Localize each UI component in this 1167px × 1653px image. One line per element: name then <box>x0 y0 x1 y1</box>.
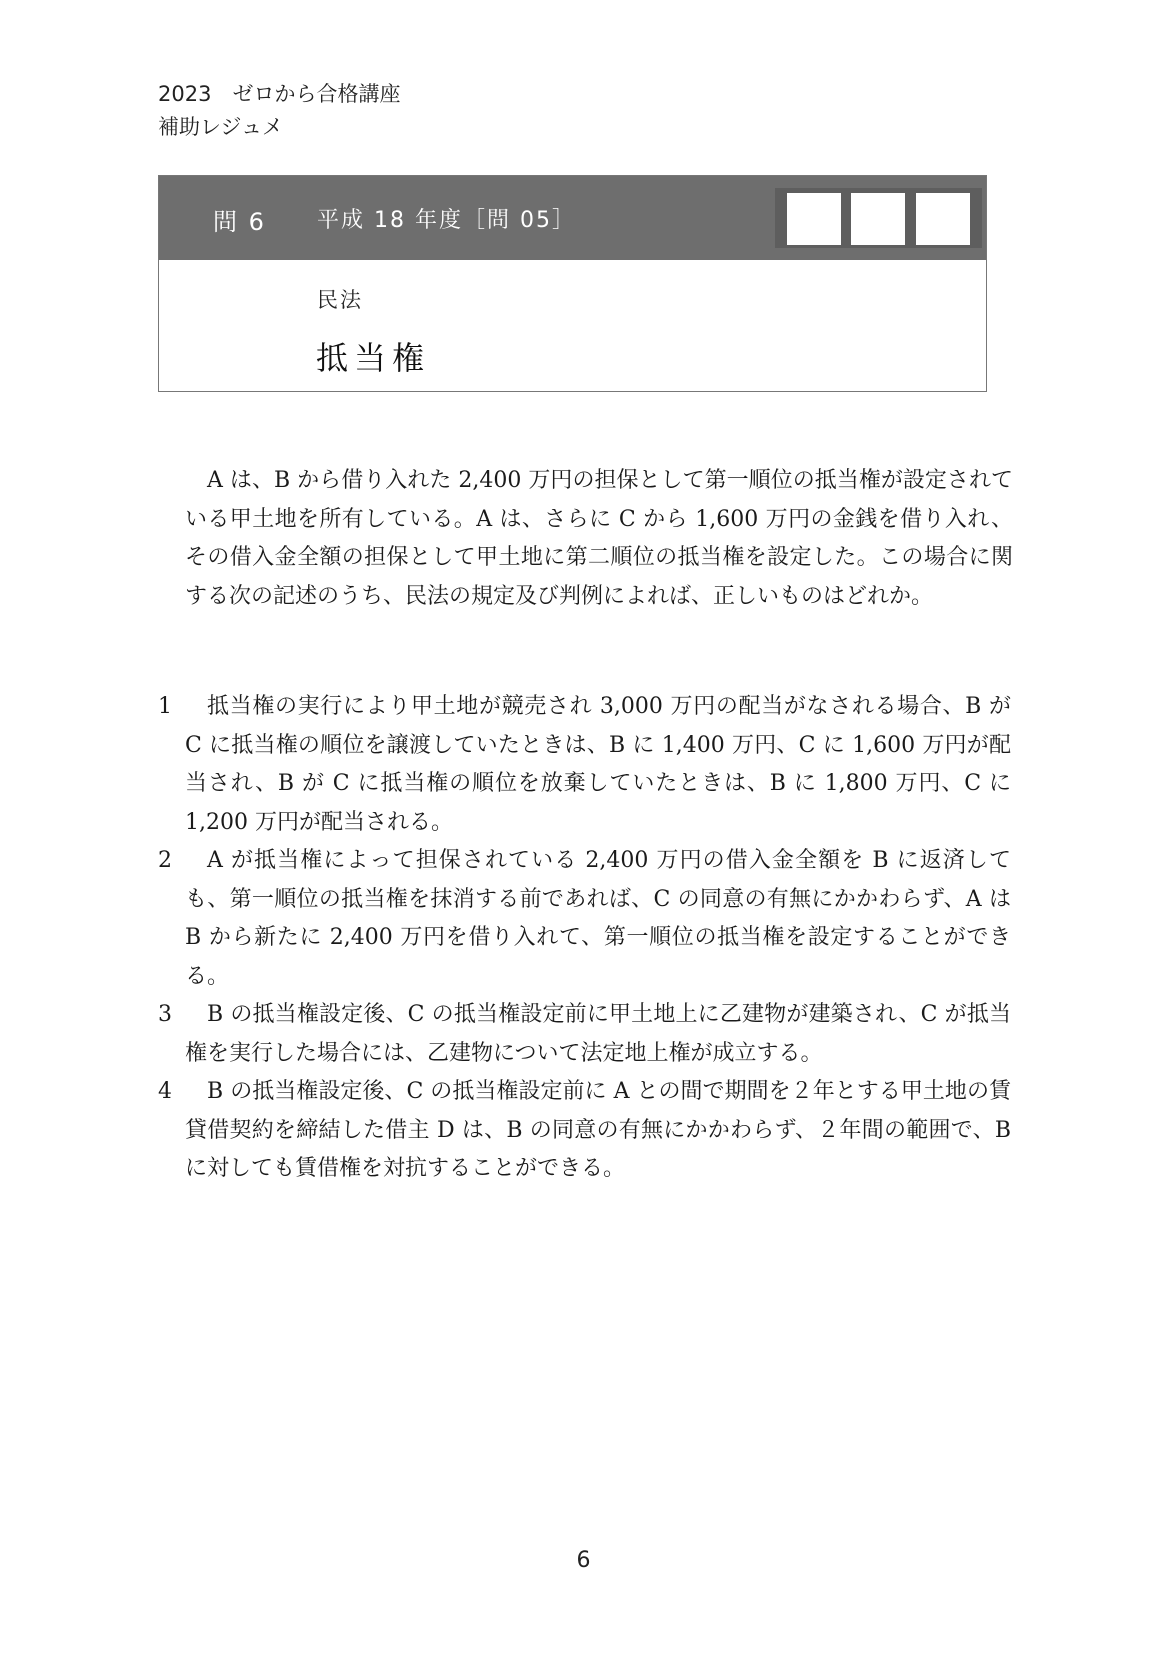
option-number: 2 <box>158 848 172 873</box>
option-text: B の抵当権設定後、C の抵当権設定前に A との間で期間を２年とする甲土地の賃貸借契約を締結した借主 D は、B の同意の有無にかかわらず、２年間の範囲で、B に対しても賃借権を対抗することができる。 <box>185 1079 1011 1181</box>
option-item <box>158 842 1011 996</box>
option-number: 4 <box>158 1079 172 1104</box>
material-label: 補助レジュメ <box>158 115 284 139</box>
answer-options <box>158 688 1011 1189</box>
option-text: 抵当権の実行により甲土地が競売され 3,000 万円の配当がなされる場合、B が C に抵当権の順位を譲渡していたときは、B に 1,400 万円、C に 1,600 万円が配当され、B が C に抵当権の順位を放棄していたときは、B に 1,800 万円、C に 1,200 万円が配当される。 <box>185 694 1011 835</box>
option-item <box>158 996 1011 1073</box>
check-box-1[interactable] <box>787 193 841 245</box>
option-item <box>158 1073 1011 1189</box>
subject-label: 民法 <box>317 288 363 312</box>
check-box-group <box>775 188 982 248</box>
page-header <box>158 78 400 144</box>
check-box-2[interactable] <box>851 193 905 245</box>
question-number: 問 6 <box>213 208 266 236</box>
check-box-3[interactable] <box>916 193 970 245</box>
question-header-bar <box>159 176 986 260</box>
page-number: 6 <box>576 1548 591 1573</box>
topic-title: 抵当権 <box>316 339 431 377</box>
option-text: A が抵当権によって担保されている 2,400 万円の借入金全額を B に返済しても、第一順位の抵当権を抹消する前であれば、C の同意の有無にかかわらず、A は B から新たに 2,400 万円を借り入れて、第一順位の抵当権を設定することができる。 <box>185 848 1011 989</box>
option-item <box>158 688 1011 842</box>
option-number: 1 <box>158 694 172 719</box>
option-number: 3 <box>158 1002 172 1027</box>
course-title: 2023 ゼロから合格講座 <box>158 82 401 106</box>
option-text: B の抵当権設定後、C の抵当権設定前に甲土地上に乙建物が建築され、C が抵当権を実行した場合には、乙建物について法定地上権が成立する。 <box>185 1002 1011 1066</box>
question-stem: A は、B から借り入れた 2,400 万円の担保として第一順位の抵当権が設定されている甲土地を所有している。A は、さらに C から 1,600 万円の金銭を借り入れ、その借入金全額の担保として甲土地に第二順位の抵当権を設定した。この場合に関する次の記述のうち、民法の規定及び判例によれば、正しいものはどれか。 <box>185 468 1013 609</box>
question-source: 平成 18 年度［問 05］ <box>317 208 576 233</box>
question-box <box>158 175 987 392</box>
